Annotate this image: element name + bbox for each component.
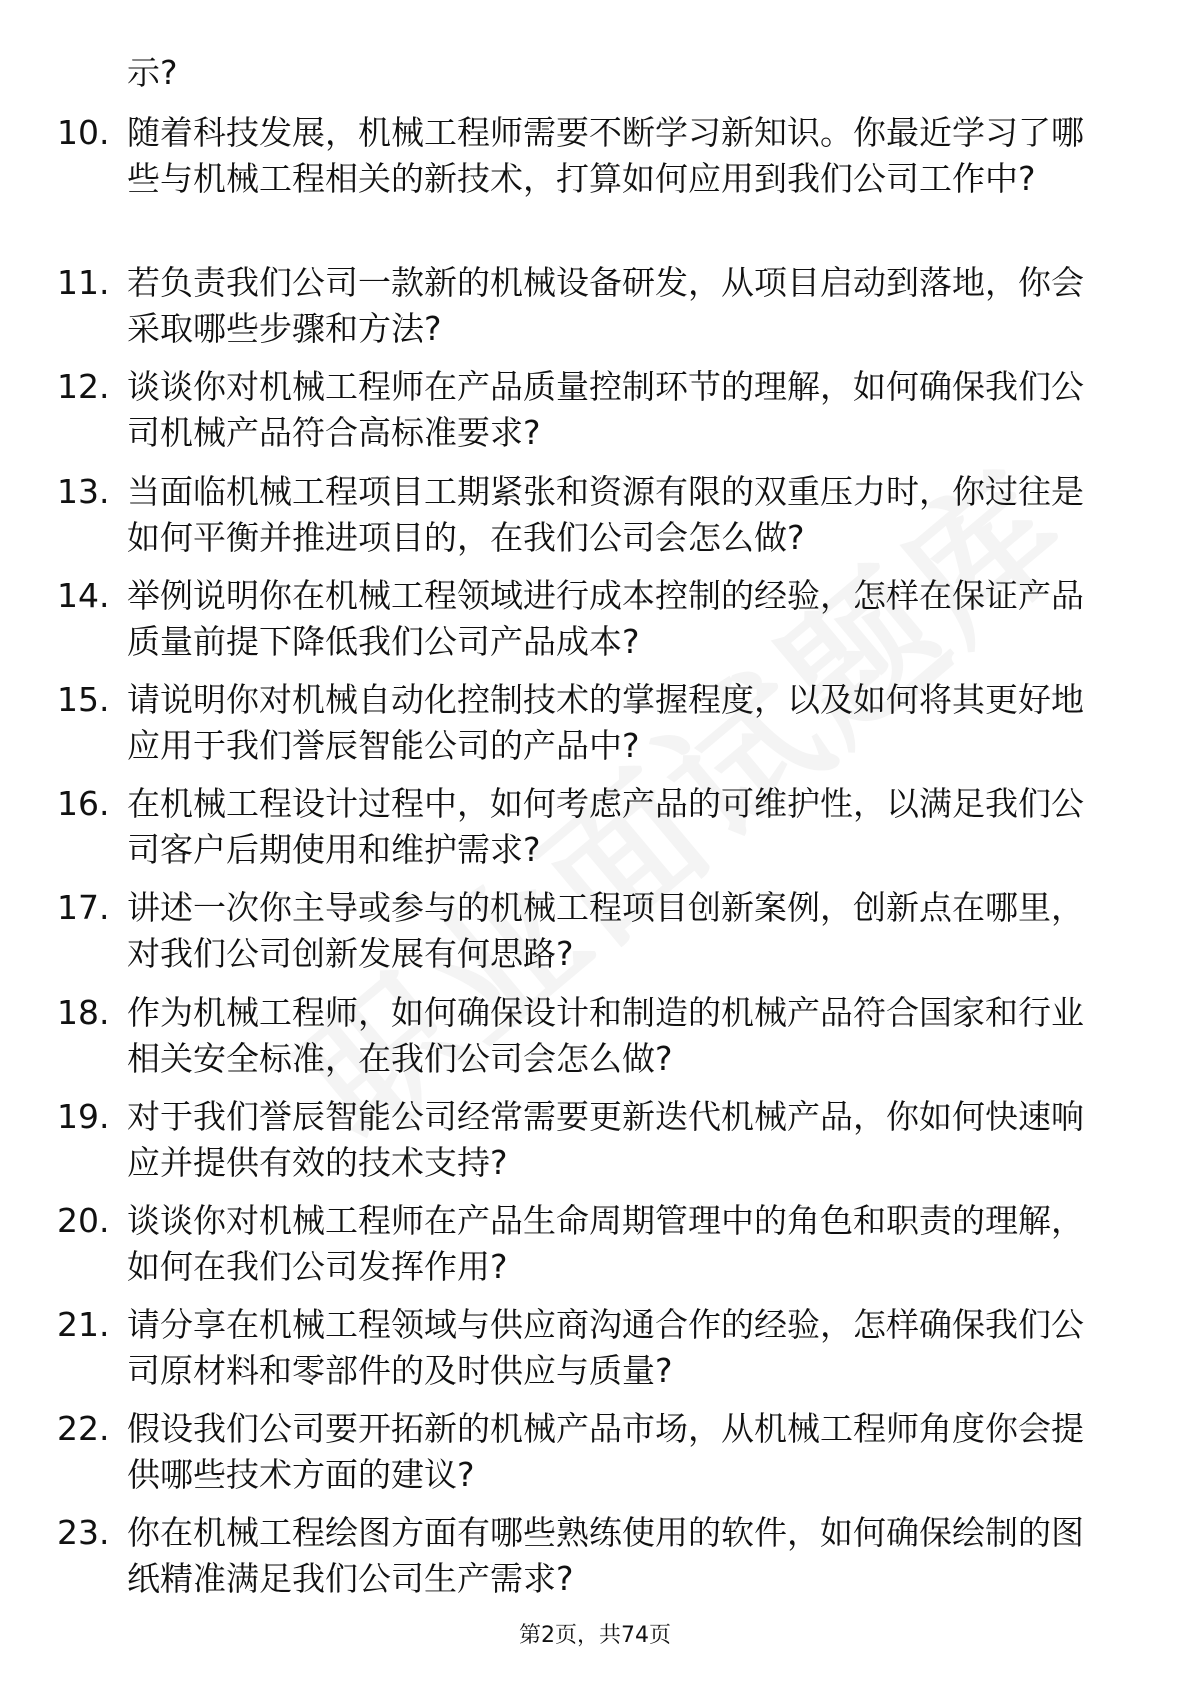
question-text: 谈谈你对机械工程师在产品生命周期管理中的角色和职责的理解，如何在我们公司发挥作用?	[127, 1200, 1084, 1286]
question-item	[0, 885, 1190, 989]
question-text: 请分享在机械工程领域与供应商沟通合作的经验，怎样确保我们公司原材料和零部件的及时供应与质量?	[127, 1305, 1084, 1391]
question-item	[0, 469, 1190, 573]
question-number: 19.	[57, 1096, 110, 1136]
question-item	[0, 1198, 1190, 1302]
question-text: 对于我们誉辰智能公司经常需要更新迭代机械产品，你如何快速响应并提供有效的技术支持?	[127, 1096, 1084, 1182]
question-text: 若负责我们公司一款新的机械设备研发，从项目启动到落地，你会采取哪些步骤和方法?	[127, 263, 1084, 349]
question-number: 11.	[57, 263, 110, 303]
page-footer: 第2页，共74页	[519, 1623, 671, 1648]
question-item	[0, 573, 1190, 677]
question-item	[0, 1094, 1190, 1198]
question-text: 谈谈你对机械工程师在产品质量控制环节的理解，如何确保我们公司机械产品符合高标准要求?	[127, 367, 1084, 453]
question-item	[0, 781, 1190, 885]
question-item	[0, 1510, 1190, 1614]
question-list	[0, 110, 1190, 1615]
question-number: 17.	[57, 888, 110, 928]
question-text: 你在机械工程绘图方面有哪些熟练使用的软件，如何确保绘制的图纸精准满足我们公司生产需求?	[127, 1513, 1084, 1599]
question-item	[0, 677, 1190, 781]
continued-question-tail: 示?	[127, 53, 178, 92]
question-text: 随着科技发展，机械工程师需要不断学习新知识。你最近学习了哪些与机械工程相关的新技术，打算如何应用到我们公司工作中?	[127, 113, 1084, 198]
question-text: 在机械工程设计过程中，如何考虑产品的可维护性，以满足我们公司客户后期使用和维护需求?	[127, 784, 1084, 870]
question-item	[0, 990, 1190, 1094]
question-item	[0, 110, 1190, 260]
question-item	[0, 1406, 1190, 1510]
question-number: 20.	[57, 1200, 110, 1240]
question-text: 作为机械工程师，如何确保设计和制造的机械产品符合国家和行业相关安全标准，在我们公司会怎么做?	[127, 992, 1084, 1078]
question-number: 23.	[57, 1513, 110, 1553]
question-text: 假设我们公司要开拓新的机械产品市场，从机械工程师角度你会提供哪些技术方面的建议?	[127, 1409, 1084, 1495]
question-item	[0, 260, 1190, 364]
question-number: 14.	[57, 575, 110, 615]
question-number: 16.	[57, 784, 110, 824]
question-item	[0, 1302, 1190, 1406]
question-item	[0, 364, 1190, 468]
question-number: 21.	[57, 1305, 110, 1345]
question-text: 请说明你对机械自动化控制技术的掌握程度，以及如何将其更好地应用于我们誉辰智能公司的产品中?	[127, 679, 1084, 765]
question-number: 22.	[57, 1409, 110, 1449]
question-number: 12.	[57, 367, 110, 407]
question-text: 当面临机械工程项目工期紧张和资源有限的双重压力时，你过往是如何平衡并推进项目的，在我们公司会怎么做?	[127, 471, 1084, 557]
question-number: 10.	[57, 113, 110, 152]
question-number: 15.	[57, 679, 110, 719]
question-number: 13.	[57, 471, 110, 511]
question-number: 18.	[57, 992, 110, 1032]
question-text: 举例说明你在机械工程领域进行成本控制的经验，怎样在保证产品质量前提下降低我们公司产品成本?	[127, 575, 1084, 661]
question-text: 讲述一次你主导或参与的机械工程项目创新案例，创新点在哪里，对我们公司创新发展有何思路?	[127, 888, 1084, 974]
